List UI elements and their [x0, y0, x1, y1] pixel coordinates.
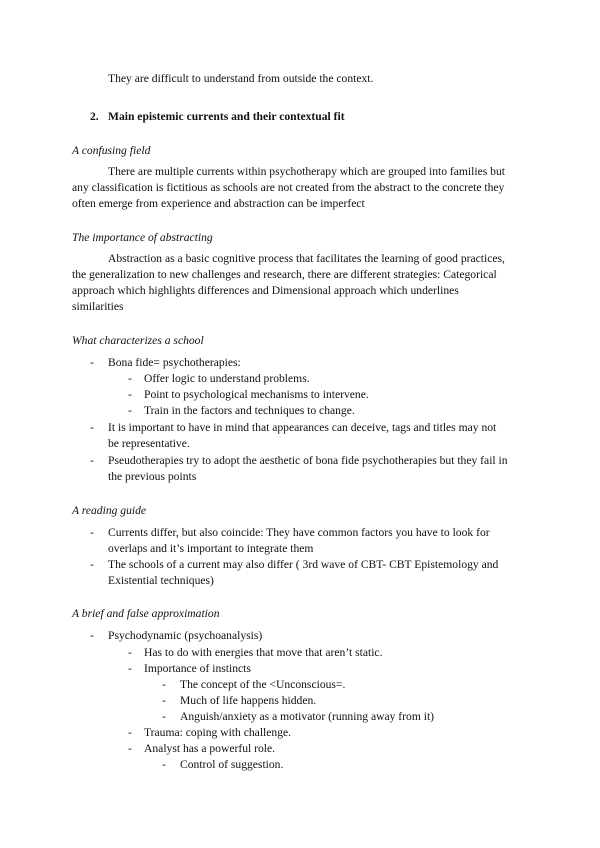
list-item-continuation: the previous points — [108, 470, 197, 483]
list-item: The concept of the <Unconscious=. — [180, 678, 346, 691]
bullet-dash: - — [162, 710, 166, 723]
bullet-dash: - — [90, 356, 94, 369]
bullet-dash: - — [128, 646, 132, 659]
bullet-dash: - — [162, 694, 166, 707]
heading-reading-guide: A reading guide — [72, 504, 147, 517]
list-item: Point to psychological mechanisms to intervene. — [144, 388, 369, 401]
bullet-dash: - — [162, 758, 166, 771]
bullet-dash: - — [128, 726, 132, 739]
paragraph-line: any classification is fictitious as schools are not created from the abstract to the concrete they — [72, 181, 505, 194]
section-title: Main epistemic currents and their contextual fit — [108, 110, 345, 123]
bullet-dash: - — [90, 421, 94, 434]
paragraph-line: often emerge from experience and abstraction can be imperfect — [72, 197, 365, 210]
bullet-dash: - — [128, 742, 132, 755]
bullet-dash: - — [90, 454, 94, 467]
list-item: It is important to have in mind that appearances can deceive, tags and titles may not — [108, 421, 497, 434]
list-item-continuation: be representative. — [108, 437, 190, 450]
paragraph-line: the generalization to new challenges and research, there are different strategies: Categorical — [72, 268, 497, 281]
list-item: Offer logic to understand problems. — [144, 372, 310, 385]
bullet-dash: - — [128, 388, 132, 401]
list-item-continuation: Existential techniques) — [108, 574, 214, 587]
heading-approximation: A brief and false approximation — [72, 607, 220, 620]
heading-confusing-field: A confusing field — [72, 144, 151, 157]
heading-abstracting: The importance of abstracting — [72, 231, 213, 244]
bullet-dash: - — [128, 662, 132, 675]
section-number: 2. — [90, 110, 99, 123]
paragraph-line: Abstraction as a basic cognitive process that facilitates the learning of good practices, — [108, 252, 505, 265]
list-item: Anguish/anxiety as a motivator (running away from it) — [180, 710, 435, 723]
list-item: Psychodynamic (psychoanalysis) — [108, 629, 263, 642]
bullet-dash: - — [90, 558, 94, 571]
list-item: Control of suggestion. — [180, 758, 284, 771]
heading-school: What characterizes a school — [72, 334, 204, 347]
list-item: Trauma: coping with challenge. — [144, 726, 292, 739]
list-item: Train in the factors and techniques to change. — [144, 404, 355, 417]
list-item: Currents differ, but also coincide: They have common factors you have to look for — [108, 526, 490, 539]
list-item-continuation: overlaps and it’s important to integrate them — [108, 542, 314, 555]
bullet-dash: - — [128, 372, 132, 385]
list-item: The schools of a current may also differ ( 3rd wave of CBT- CBT Epistemology and — [108, 558, 499, 571]
list-item: Pseudotherapies try to adopt the aesthetic of bona fide psychotherapies but they fail in — [108, 454, 508, 467]
bullet-dash: - — [128, 404, 132, 417]
list-item: Bona fide= psychotherapies: — [108, 356, 241, 369]
list-item: Importance of instincts — [144, 662, 251, 675]
list-item: Analyst has a powerful role. — [144, 742, 276, 755]
intro-line: They are difficult to understand from outside the context. — [108, 72, 374, 85]
bullet-dash: - — [162, 678, 166, 691]
list-item: Much of life happens hidden. — [180, 694, 317, 707]
bullet-dash: - — [90, 526, 94, 539]
bullet-dash: - — [90, 629, 94, 642]
paragraph-line: approach which highlights differences and Dimensional approach which underlines — [72, 284, 459, 297]
paragraph-line: There are multiple currents within psychotherapy which are grouped into families but — [108, 165, 505, 178]
paragraph-line: similarities — [72, 300, 124, 313]
list-item: Has to do with energies that move that aren’t static. — [144, 646, 383, 659]
